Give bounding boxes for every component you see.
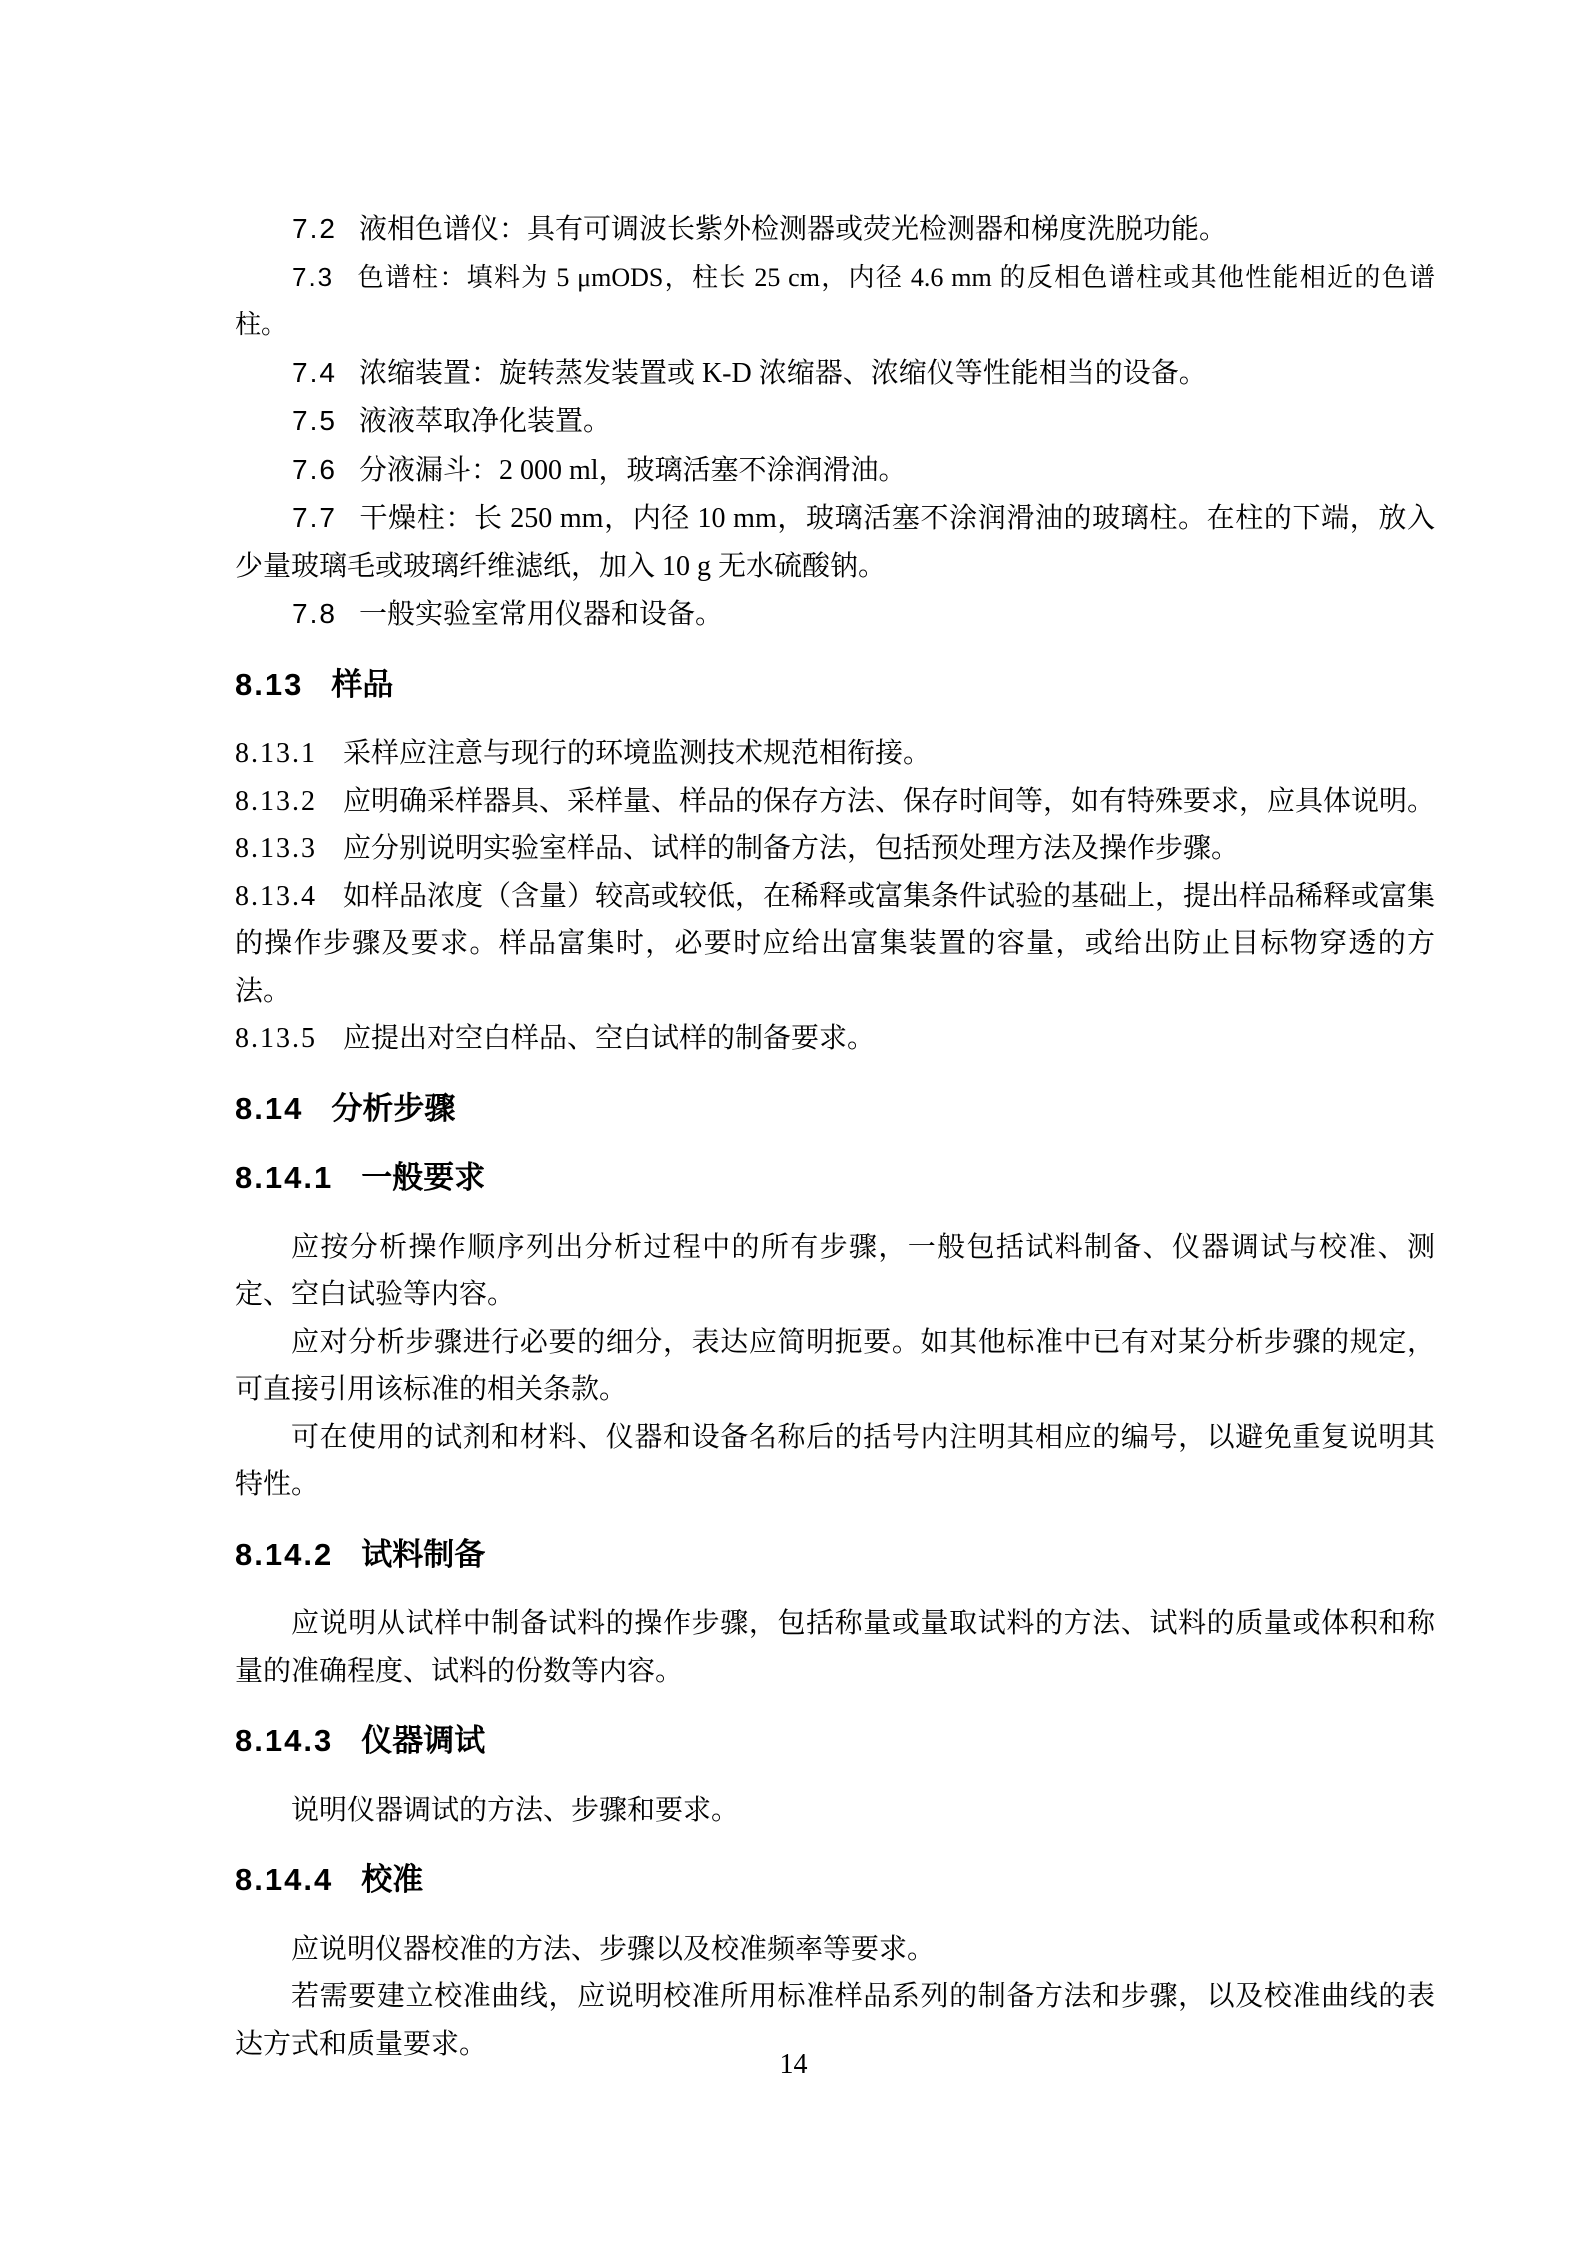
clause-number: 7.5 bbox=[292, 405, 337, 436]
section-title: 试料制备 bbox=[361, 1536, 486, 1572]
section-title: 一般要求 bbox=[361, 1160, 486, 1195]
paragraph: 若需要建立校准曲线，应说明校准所用标准样品系列的制备方法和步骤，以及校准曲线的表达方式和质量要求。 bbox=[235, 1981, 1435, 2060]
clause-8-13-4 bbox=[235, 873, 1435, 1016]
clause-7-2 bbox=[235, 205, 1435, 254]
paragraph: 应对分析步骤进行必要的细分，表达应简明扼要。如其他标准中已有对某分析步骤的规定，可直接引用该标准的相关条款。 bbox=[235, 1326, 1435, 1405]
section-number: 8.14.4 bbox=[235, 1862, 334, 1897]
clause-text: 应明确采样器具、采样量、样品的保存方法、保存时间等，如有特殊要求，应具体说明。 bbox=[343, 785, 1436, 817]
section-title: 分析步骤 bbox=[331, 1090, 456, 1126]
section-number: 8.14.3 bbox=[235, 1723, 334, 1758]
clause-8-13-1 bbox=[235, 730, 1435, 778]
paragraph: 说明仪器调试的方法、步骤和要求。 bbox=[291, 1794, 740, 1826]
paragraph: 可在使用的试剂和材料、仪器和设备名称后的括号内注明其相应的编号，以避免重复说明其特性。 bbox=[235, 1421, 1435, 1500]
clause-text: 色谱柱：填料为 5 μmODS，柱长 25 cm，内径 4.6 mm 的反相色谱柱或其他性能相近的色谱柱。 bbox=[235, 262, 1435, 339]
clause-text: 采样应注意与现行的环境监测技术规范相衔接。 bbox=[343, 738, 932, 769]
clause-7-5 bbox=[235, 397, 1435, 446]
section-8-14-3-heading bbox=[235, 1717, 1435, 1765]
section-title: 仪器调试 bbox=[361, 1723, 486, 1758]
clause-7-4 bbox=[235, 349, 1435, 398]
clause-text: 分液漏斗：2 000 ml，玻璃活塞不涂润滑油。 bbox=[358, 454, 907, 486]
document-body bbox=[235, 205, 1435, 2068]
section-number: 8.14.1 bbox=[235, 1160, 334, 1195]
clause-number: 7.4 bbox=[292, 356, 337, 388]
clause-text: 液液萃取净化装置。 bbox=[358, 406, 611, 437]
clause-text: 浓缩装置：旋转蒸发装置或 K-D 浓缩器、浓缩仪等性能相当的设备。 bbox=[358, 357, 1207, 389]
section-number: 8.14.2 bbox=[235, 1536, 334, 1572]
clause-number: 8.13.1 bbox=[235, 738, 317, 769]
clause-number: 7.2 bbox=[292, 213, 337, 244]
clause-8-13-3 bbox=[235, 825, 1435, 873]
paragraph: 应说明从试样中制备试料的操作步骤，包括称量或量取试料的方法、试料的质量或体积和称量的准确程度、试料的份数等内容。 bbox=[235, 1608, 1435, 1687]
page-footer bbox=[0, 2048, 1587, 2082]
clause-7-8 bbox=[235, 590, 1435, 639]
clause-number: 7.8 bbox=[292, 598, 337, 629]
section-number: 8.13 bbox=[235, 666, 304, 702]
section-8-14-heading bbox=[235, 1085, 1435, 1133]
clause-7-7 bbox=[235, 494, 1435, 590]
clause-text: 应分别说明实验室样品、试样的制备方法，包括预处理方法及操作步骤。 bbox=[343, 833, 1240, 864]
section-8-14-2-heading bbox=[235, 1531, 1435, 1579]
section-title: 样品 bbox=[331, 666, 394, 702]
clause-7-6 bbox=[235, 446, 1435, 495]
clause-7-3 bbox=[235, 254, 1435, 349]
clause-text: 应提出对空白样品、空白试样的制备要求。 bbox=[343, 1023, 876, 1054]
clause-number: 7.3 bbox=[292, 261, 335, 292]
section-8-13-heading bbox=[235, 661, 1435, 709]
section-8-14-1-heading bbox=[235, 1154, 1435, 1202]
paragraph: 应说明仪器校准的方法、步骤以及校准频率等要求。 bbox=[291, 1933, 936, 1965]
clause-text: 液相色谱仪：具有可调波长紫外检测器或荧光检测器和梯度洗脱功能。 bbox=[358, 214, 1227, 245]
paragraph: 应按分析操作顺序列出分析过程中的所有步骤，一般包括试料制备、仪器调试与校准、测定、空白试验等内容。 bbox=[235, 1231, 1435, 1310]
clause-number: 8.13.4 bbox=[235, 880, 317, 912]
clause-text: 如样品浓度（含量）较高或较低，在稀释或富集条件试验的基础上，提出样品稀释或富集的操作步骤及要求。样品富集时，必要时应给出富集装置的容量，或给出防止目标物穿透的方法。 bbox=[235, 880, 1436, 1007]
clause-number: 7.7 bbox=[292, 502, 337, 533]
clause-number: 8.13.2 bbox=[235, 785, 317, 817]
clause-8-13-2 bbox=[235, 778, 1435, 826]
clause-8-13-5 bbox=[235, 1015, 1435, 1063]
clause-text: 干燥柱：长 250 mm，内径 10 mm，玻璃活塞不涂润滑油的玻璃柱。在柱的下端，放入少量玻璃毛或玻璃纤维滤纸，加入 10 g 无水硫酸钠。 bbox=[235, 503, 1435, 582]
section-8-14-4-heading bbox=[235, 1856, 1435, 1904]
section-number: 8.14 bbox=[235, 1090, 304, 1126]
clause-text: 一般实验室常用仪器和设备。 bbox=[358, 599, 723, 630]
page-number: 14 bbox=[779, 2049, 808, 2080]
clause-number: 7.6 bbox=[292, 453, 337, 485]
clause-number: 8.13.5 bbox=[235, 1023, 317, 1054]
section-title: 校准 bbox=[361, 1862, 424, 1897]
clause-number: 8.13.3 bbox=[235, 833, 317, 864]
